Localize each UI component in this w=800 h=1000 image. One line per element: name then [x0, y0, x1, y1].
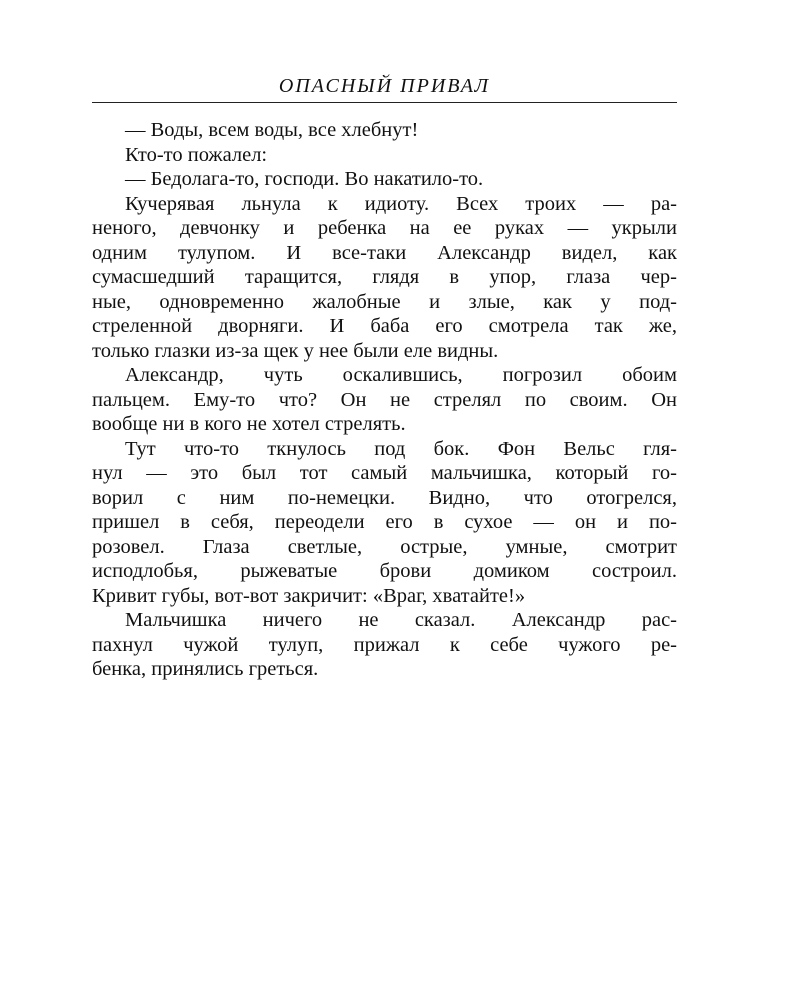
body-text: [92, 118, 677, 682]
text-line: только глазки из-за щек у нее были еле видны.: [92, 339, 499, 362]
text-line: Мальчишка ничего не сказал. Александр рас-: [125, 609, 677, 631]
text-line: неного, девчонку и ребенка на ее руках — укрыли: [92, 217, 677, 239]
text-line: Тут что-то ткнулось под бок. Фон Вельс гля-: [125, 437, 677, 460]
header-rule: [92, 102, 677, 103]
text-line: исподлобья, рыжеватые брови домиком состроил.: [92, 560, 677, 582]
text-line: стреленной дворняги. И баба его смотрела так же,: [92, 315, 677, 337]
text-line: сумасшедший таращится, глядя в упор, глаза чер-: [92, 266, 677, 288]
text-line: ные, одновременно жалобные и злые, как у под-: [92, 290, 677, 313]
text-line: пахнул чужой тулуп, прижал к себе чужого ре-: [92, 633, 677, 656]
text-line: Кто-то пожалел:: [125, 143, 268, 166]
text-line: вообще ни в кого не хотел стрелять.: [92, 413, 406, 435]
text-line: бенка, принялись греться.: [92, 658, 319, 680]
text-line: — Воды, всем воды, все хлебнут!: [125, 119, 419, 141]
text-line: пришел в себя, переодели его в сухое — он и по-: [92, 511, 677, 533]
text-line: Кривит губы, вот-вот закричит: «Враг, хватайте!»: [92, 584, 526, 607]
text-line: Александр, чуть оскалившись, погрозил обоим: [125, 364, 677, 386]
text-line: Кучерявая льнула к идиоту. Всех троих — ра-: [125, 192, 677, 215]
text-line: розовел. Глаза светлые, острые, умные, смотрит: [92, 535, 677, 558]
text-line: пальцем. Ему-то что? Он не стрелял по своим. Он: [92, 388, 677, 411]
text-line: нул — это был тот самый мальчишка, который го-: [92, 462, 677, 484]
text-line: ворил с ним по-немецки. Видно, что отогрелся,: [92, 486, 677, 509]
text-line: одним тулупом. И все-таки Александр видел, как: [92, 241, 677, 264]
running-title: ОПАСНЫЙ ПРИВАЛ: [278, 75, 491, 97]
text-line: — Бедолага-то, господи. Во накатило-то.: [125, 168, 484, 190]
